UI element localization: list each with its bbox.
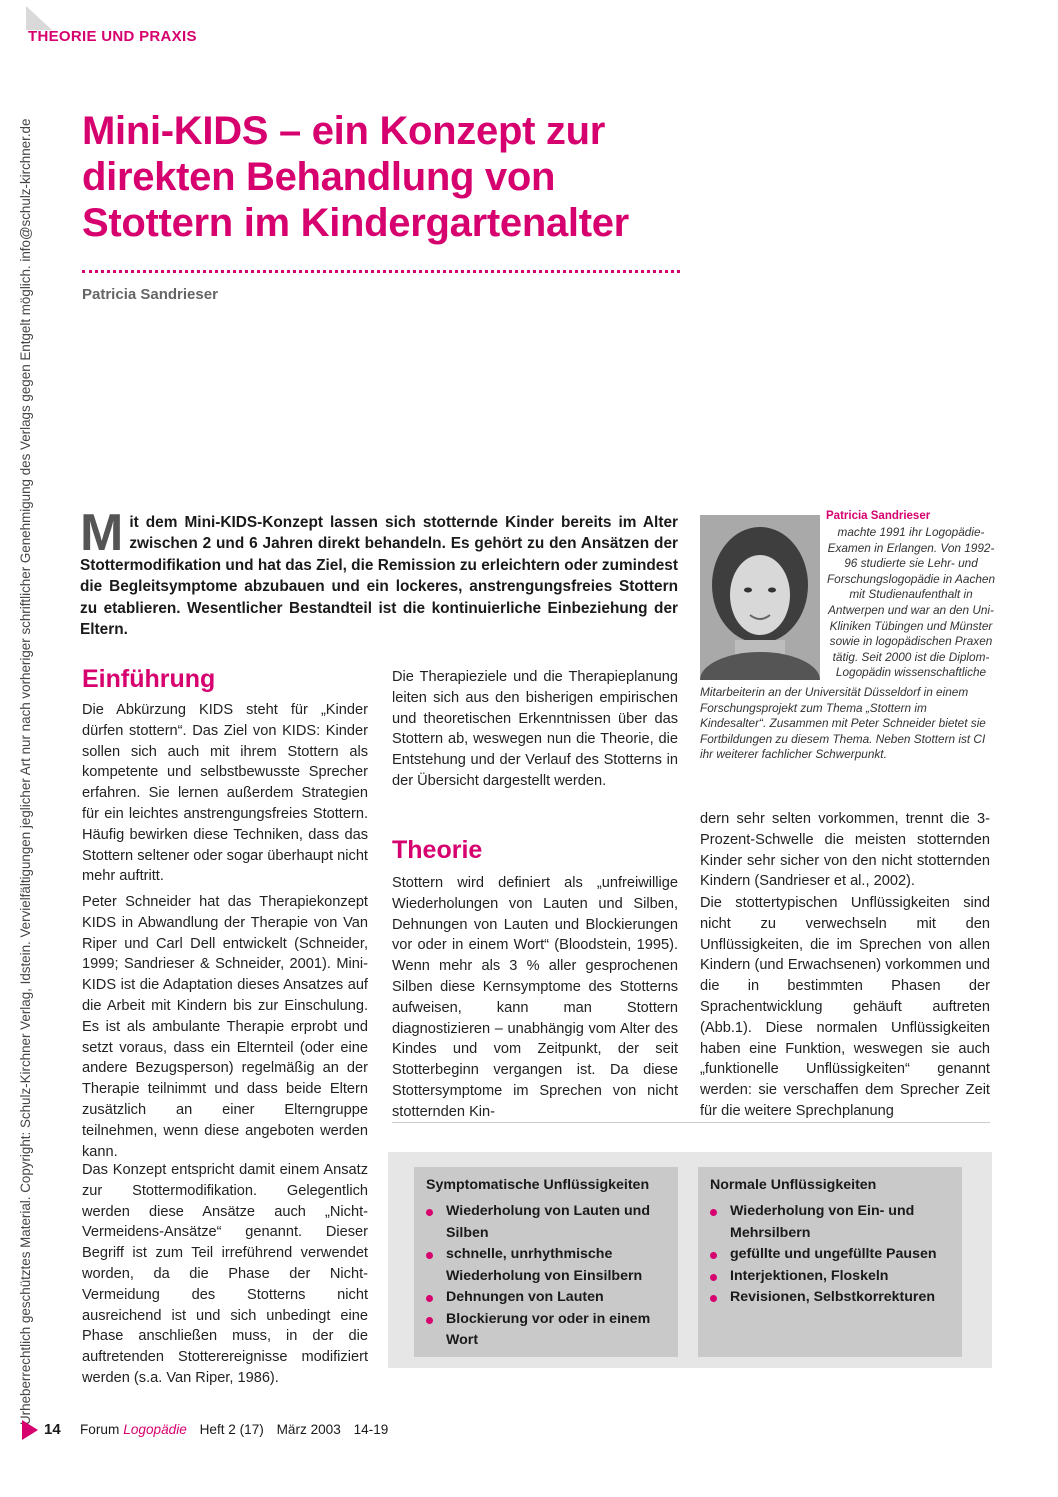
col3-paragraph-1: dern sehr selten vorkommen, trennt die 3-Prozent-Schwelle die meisten stotternden Kinder sehr sicher von den nicht stotternden Kindern (Sandrieser et al., 2002). xyxy=(700,811,990,890)
issue-date: März 2003 xyxy=(276,1422,341,1437)
box-symptomatic-list xyxy=(414,1201,678,1352)
list-item: Wiederholung von Ein- und Mehrsilbern xyxy=(710,1201,962,1244)
list-item: Dehnungen von Lauten xyxy=(426,1287,678,1309)
title-line-3: Stottern im Kindergartenalter xyxy=(82,201,629,245)
author-name: Patricia Sandrieser xyxy=(82,286,218,303)
page-range: 14-19 xyxy=(353,1422,389,1437)
lead-text: it dem Mini-KIDS-Konzept lassen sich stotternde Kinder bereits im Alter zwischen 2 und 6 Jahren direkt behandeln. Es gehört zu den Ansätzen der Stottermodifikation und hat das Ziel, die Remission zu erleichtern oder zumindest die Begleitsymptome abzubauen und ein lockeres, anstrengungsfreies Stottern zu etablieren. Wesentlicher Bestandteil ist die kontinuierliche Einbeziehung der Eltern. xyxy=(80,514,678,639)
einfuehrung-paragraph-3: Das Konzept entspricht damit einem Ansatz zur Stottermodifikation. Gelegentlich werden diese Ansätze auch „Nicht-Vermeidens-Ansätze“ genannt. Dieser Begriff ist zum Teil irreführend verwendet worden, da die Phase der Nicht-Vermeidung des Stotterns nicht ausreichend ist und sich unbedingt eine Phase anschließen muss, in der die auftretenden Stotterereignisse modifiziert werden (s.a. Van Riper, 1986). xyxy=(82,1162,368,1386)
article-title xyxy=(82,108,722,246)
section-label: THEORIE UND PRAXIS xyxy=(28,28,197,45)
einfuehrung-paragraph-1: Die Abkürzung KIDS steht für „Kinder dürfen stottern“. Das Ziel von KIDS: Kinder sollen sich auch mit ihrem Stottern als kompetente und selbstbewusste Sprecher erfahren. Sie lernen außerdem Strategien für ein leichtes anstrengungsfreies Stottern. Häufig bewirken diese Techniken, dass das Stottern seltener oder sogar überhaupt nicht mehr auftritt. xyxy=(82,702,368,885)
box-symptomatic xyxy=(414,1167,678,1357)
author-photo xyxy=(700,515,820,680)
list-item: Revisionen, Selbstkorrekturen xyxy=(710,1287,962,1309)
heading-theorie: Theorie xyxy=(392,836,483,864)
bio-text-bottom: Mitarbeiterin an der Universität Düsseldorf in einem Forschungsprojekt zum Thema „Stottern im Kindesalter“. Zusammen mit Peter Schneider bietet sie Fortbildungen zu diesem Thema. Neben Stottern ist CI ihr weiterer fachlicher Schwerpunkt. xyxy=(700,685,986,762)
heading-einfuehrung: Einführung xyxy=(82,665,216,693)
box-normal-title: Normale Unflüssigkeiten xyxy=(710,1177,877,1193)
figure-rule xyxy=(392,1122,990,1123)
list-item: Wiederholung von Lauten und Silben xyxy=(426,1201,678,1244)
list-item: schnelle, unrhythmische Wiederholung von Einsilbern xyxy=(426,1244,678,1287)
footer-citation xyxy=(80,1422,397,1437)
list-item: Interjektionen, Floskeln xyxy=(710,1266,962,1288)
bio-name: Patricia Sandrieser xyxy=(826,510,931,522)
theorie-paragraph: Stottern wird definiert als „unfreiwillige Wiederholungen von Lauten und Silben, Dehnungen von Lauten und Blockierungen vor oder in einem Wort“ (Bloodstein, 1995). Wenn mehr als 3 % aller gesprochenen Silben diese Kernsymptome des Stotterns aufweisen, kann man Stottern diagnostizieren – unabhängig vom Alter des Kindes und vom Zeitpunkt, der seit Stotterbeginn vergangen ist. Da diese Stottersymptome im Sprechen von nicht stotternden Kin- xyxy=(392,875,678,1120)
list-item: gefüllte und ungefüllte Pausen xyxy=(710,1244,962,1266)
drop-cap: M xyxy=(80,504,124,562)
box-symptomatic-title: Symptomatische Unflüssigkeiten xyxy=(426,1177,650,1193)
overview-paragraph: Die Therapieziele und die Therapieplanung leiten sich aus den bisherigen empirischen und theoretischen Erkenntnissen über das Stottern ab, weswegen nun die Theorie, die Entstehung und der Verlauf des Stotterns in der Übersicht dargestellt werden. xyxy=(392,669,678,789)
lead-paragraph xyxy=(80,504,678,640)
title-line-1: Mini-KIDS – ein Konzept zur xyxy=(82,109,606,153)
title-divider xyxy=(82,270,680,273)
issue: Heft 2 (17) xyxy=(199,1422,264,1437)
journal-name: Forum Logopädie xyxy=(80,1422,187,1437)
copyright-notice: Urheberrechtlich geschütztes Material. Copyright: Schulz-Kirchner Verlag, Idstein. Vervielfältigungen jeglicher Art nur nach vorheriger schriftlicher Genehmigung des Verlags gegen Entgelt möglich. info@schulz-kirchner.de xyxy=(18,118,33,1425)
box-normal-list xyxy=(698,1201,962,1309)
bio-text-top: machte 1991 ihr Logopädie-Examen in Erlangen. Von 1992-96 studierte sie Lehr- und Forschungslogopädie in Aachen mit Studienaufenthalt in Antwerpen und war an den Uni-Kliniken Tübingen und Münster sowie in logopädischen Praxen tätig. Seit 2000 ist die Diplom-Logopädin wissenschaftliche xyxy=(826,525,996,680)
title-line-2: direkten Behandlung von xyxy=(82,155,556,199)
page-number: 14 xyxy=(44,1421,61,1438)
einfuehrung-paragraph-2: Peter Schneider hat das Therapiekonzept KIDS in Abwandlung der Therapie von Van Riper und Carl Dell entwickelt (Schneider, 1999; Sandrieser & Schneider, 2001). Mini-KIDS ist die Adaptation dieses Ansatzes auf die Arbeit mit Kindern bis zur Einschulung. Es ist als ambulante Therapie erprobt und setzt voraus, dass ein Elternteil (oder eine andere Bezugsperson) regelmäßig an der Therapie teilnimmt und dass beide Eltern zusätzlich an einer Elterngruppe teilnehmen, wenn diese angeboten werden kann. xyxy=(82,894,368,1160)
list-item: Blockierung vor oder in einem Wort xyxy=(426,1309,678,1352)
page-arrow-icon xyxy=(22,1420,38,1445)
box-normal xyxy=(698,1167,962,1357)
col3-paragraph-2: Die stottertypischen Unflüssigkeiten sind nicht zu verwechseln mit den Unflüssigkeiten, die im Sprechen von allen Kindern (und Erwachsenen) vorkommen und die in bestimmten Phasen der Sprachentwicklung gehäuft auftreten (Abb.1). Diese normalen Unflüssigkeiten haben eine Funktion, weswegen sie auch „funktionelle Unflüssigkeiten“ genannt werden: sie verschaffen dem Sprecher Zeit für die weitere Sprechplanung xyxy=(700,895,990,1119)
